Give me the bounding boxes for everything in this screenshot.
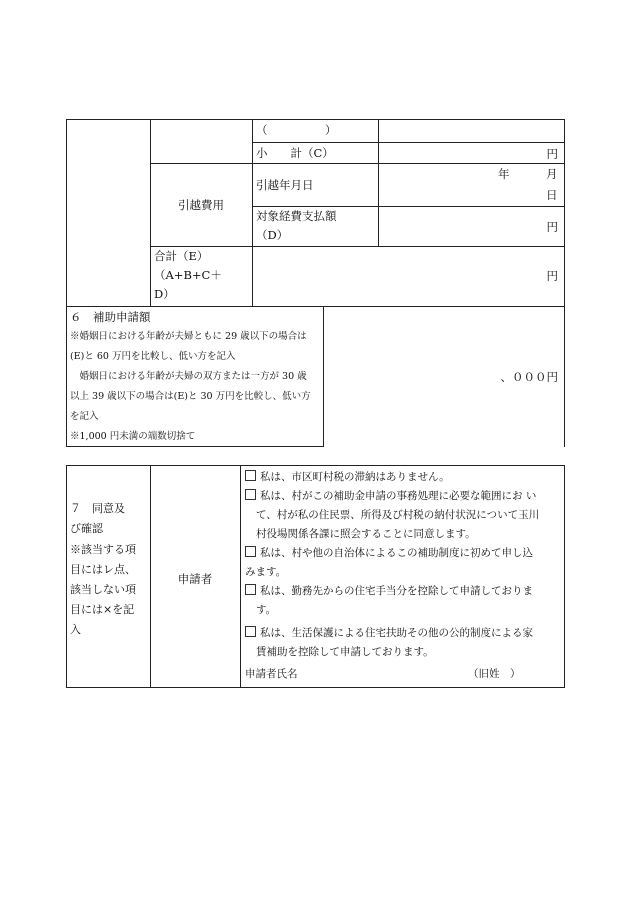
consent-item: 私は、村や他の自治体によるこの補助制度に初めて申し込	[245, 544, 533, 563]
moving-cost-label: 引越費用	[178, 198, 224, 212]
target-expense-label-d: （D）	[256, 228, 289, 242]
target-expense-label: 対象経費支払額	[256, 209, 337, 223]
applicant-name-label: 申請者氏名	[245, 668, 298, 680]
section7-note: ※該当する項	[70, 543, 136, 556]
section7-note: 目にはレ点、	[70, 563, 136, 576]
section7-note: 入	[70, 623, 81, 636]
section7-title-2: び確認	[70, 522, 103, 535]
move-date-month: 月	[546, 167, 558, 181]
section6-title: ６ 補助申請額	[70, 310, 151, 324]
consent-item-line: す。	[256, 604, 277, 616]
consent-item: 私は、村がこの補助金申請の事務処理に必要な範囲にお い	[245, 487, 536, 506]
section7-note: 該当しない項	[70, 583, 136, 596]
total-label-formula-end: D）	[154, 287, 175, 301]
total-label-formula: （A+B+C＋	[154, 268, 222, 282]
move-date-day: 日	[546, 188, 558, 202]
section6-note: 婚姻日における年齢が夫婦の双方または一方が 30 歳	[70, 371, 307, 382]
checkbox[interactable]	[245, 584, 256, 595]
old-surname-label: （旧姓 ）	[468, 668, 521, 680]
total-label: 合計（E）	[154, 249, 209, 263]
move-date-year: 年	[498, 167, 510, 181]
section6-note: (E)と 60 万円を比較し、低い方を記入	[70, 351, 236, 362]
consent-item: 私は、生活保護による住宅扶助その他の公的制度による家	[245, 624, 533, 643]
total-unit: 円	[546, 269, 558, 283]
paren-label: （ ）	[256, 123, 337, 137]
checkbox[interactable]	[245, 489, 256, 500]
subtotal-unit: 円	[546, 147, 558, 161]
checkbox[interactable]	[245, 626, 256, 637]
target-expense-unit: 円	[546, 220, 558, 234]
checkbox[interactable]	[245, 546, 256, 557]
consent-item: 私は、勤務先からの住宅手当分を控除して申請しておりま	[245, 582, 533, 601]
applicant-label: 申請者	[177, 572, 213, 586]
subtotal-label: 小 計（C）	[256, 146, 334, 160]
section6-note: ※1,000 円未満の端数切捨て	[70, 431, 196, 442]
move-date-label: 引越年月日	[256, 178, 314, 192]
consent-item-line: みます。	[245, 566, 287, 578]
section7-title: ７ 同意及	[70, 502, 125, 515]
section6-note: 以上 39 歳以下の場合は(E)と 30 万円を比較し、低い方	[70, 391, 311, 402]
consent-item-line: て、村が私の住民票、所得及び村税の納付状況について玉川	[256, 509, 540, 521]
section7-note: 目には×を記	[70, 603, 135, 616]
checkbox[interactable]	[245, 470, 256, 481]
section6-note: ※婚姻日における年齢が夫婦ともに 29 歳以下の場合は	[70, 331, 307, 342]
consent-item-line: 村役場関係各課に照会することに同意します。	[256, 528, 476, 540]
consent-item: 私は、市区町村税の滞納はありません。	[245, 468, 450, 487]
consent-item-line: 賃補助を控除して申請しております。	[256, 646, 434, 658]
section6-amount: 、０００円	[500, 370, 558, 384]
section6-note: を記入	[70, 411, 99, 422]
